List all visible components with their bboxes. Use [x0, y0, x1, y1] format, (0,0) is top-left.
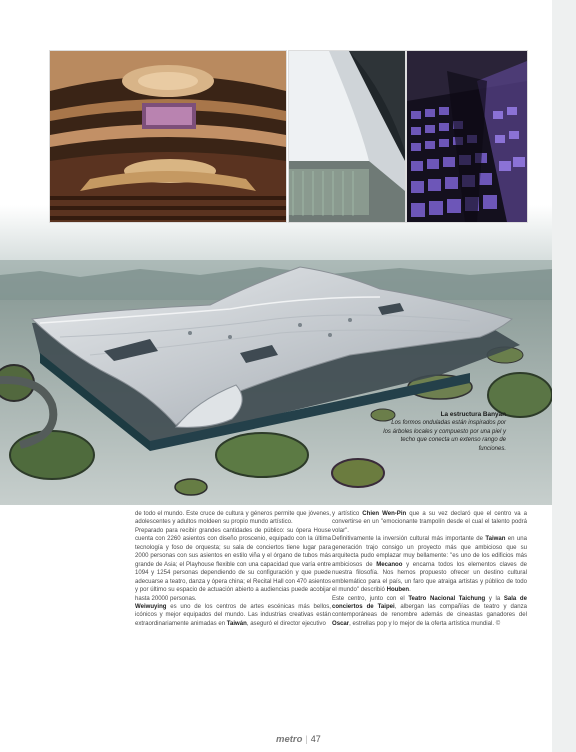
text-run: . — [409, 587, 411, 594]
article-column-left — [135, 510, 331, 628]
article-column-right — [332, 510, 527, 628]
page-edge-margin — [552, 0, 576, 752]
auditorium-seats-photo — [406, 50, 528, 223]
paragraph — [332, 535, 527, 594]
text-run: , estrellas pop y lo mejor de la oferta artística mundial. © — [349, 620, 501, 627]
text-run: en una generación trajo consigo un proyecto más que ambicioso que su arquitecta pudo emplazar muy bellamente: "es uno de los edificios más ambiciosos de — [332, 536, 527, 568]
text-run: y encarna todos los elementos claves de nuestra filosofía. Nos hemos propuesto ofrecer un destino cultural emblemático para el país, un faro que atraiga artistas y público de todo el mundo" describió — [332, 561, 527, 594]
bold-name: Weiwuying — [135, 603, 167, 610]
building-exterior-photo — [288, 50, 406, 223]
photo-caption — [382, 411, 506, 453]
magazine-brand: metro — [276, 734, 303, 745]
aerial-building-photo — [0, 205, 552, 505]
paragraph — [135, 603, 331, 628]
caption-text: Los formos onduladas están inspirados por los árboles locales y compuesto por una piel y techo que conecta un extenso rango de funciones. — [383, 420, 506, 452]
bold-name: Taiwan — [485, 536, 506, 543]
text-run: , albergan las compañías de teatro y danza contemporáneas de renombre además de cineastas ganadores del — [332, 603, 527, 619]
text-run: y artístico — [332, 511, 363, 517]
concert-hall-photo — [49, 50, 287, 223]
text-run: , aseguró el director ejecutivo — [246, 620, 326, 627]
text-run: Definitivamente la inversión cultural más importante de — [332, 536, 486, 543]
bold-name: Chien Wen-Pin — [362, 511, 407, 517]
bold-name: Teatro Nacional Taichung — [408, 595, 486, 602]
text-run: que a su vez declaró que el centro va a convertirse en un "emocionante trampolín desde el cual el talento podrá volar". — [332, 511, 528, 534]
bold-name: Oscar — [332, 620, 350, 627]
bold-name: Houben — [386, 587, 410, 594]
text-run: es uno de los centros de artes escénicas más bellos, icónicos y mejor equipados del mundo. Las industrias creativas están extraordinariamente animadas en — [135, 603, 331, 627]
caption-title: La estructura Banyan — [440, 411, 506, 418]
bold-name: Sala de conciertos de Taipei — [332, 595, 527, 610]
footer-separator: | — [305, 734, 308, 744]
text-run: Este centro, junto con el — [332, 595, 409, 602]
paragraph: de todo el mundo. Este cruce de cultura y géneros permite que jóvenes, adolescentes y adultos moldeen su propio mundo artístico. — [135, 511, 331, 526]
paragraph — [332, 510, 527, 535]
bold-name: Mecanoo — [376, 561, 403, 568]
page-footer — [276, 734, 321, 745]
paragraph: Preparado para recibir grandes cantidades de público: su ópera House cuenta con 2260 asientos con diseño proscenio, equipado con la última tecnología y foso de orquesta; su sala de conciertos tiene lugar para 2000 personas con sus asientos en estilo viña y el órgano de tubos más grande de Asia; el Playhouse flexible con una capacidad que varía entre 1094 y 1254 personas dependiendo de su configuración y que puede adecuarse a teatro, danza y ópera china; el Recital Hall con 470 asientos y por último su espacio de actuación abierto a audiencias puede acobijar hasta 20000 personas. — [135, 527, 331, 602]
page-number: 47 — [310, 734, 321, 744]
bold-name: Taiwán — [226, 620, 247, 627]
text-run: y la — [485, 595, 504, 602]
paragraph — [332, 595, 527, 629]
